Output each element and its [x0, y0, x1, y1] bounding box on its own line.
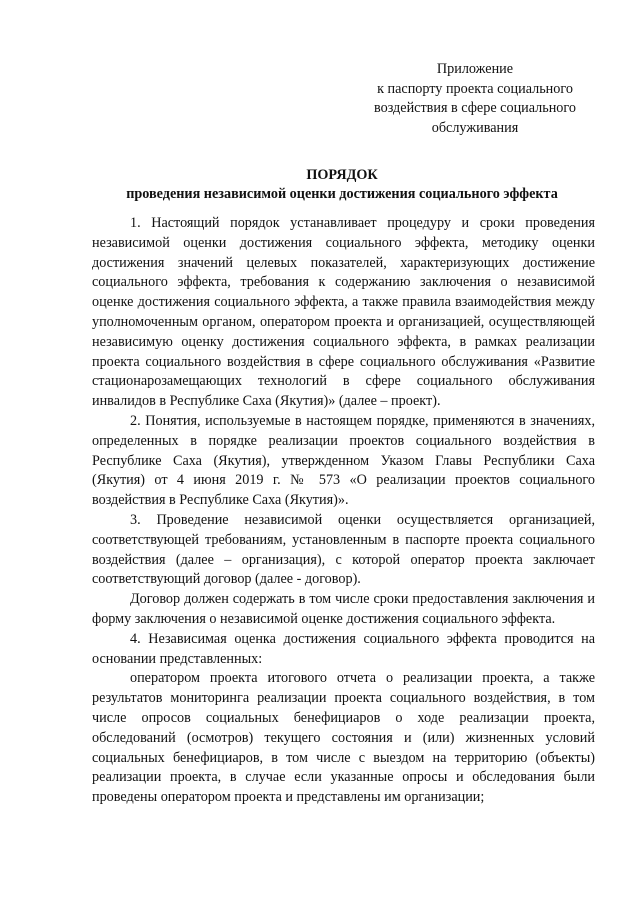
paragraph-2: 2. Понятия, используемые в настоящем порядке, применяются в значениях, определенных в порядке реализации проектов социального воздействия в Республике Саха (Якутия), утвержденном Указом Главы Республики Саха (Якутия) от 4 июня 2019 г. № 573 «О реализации проектов социального воздействия в Республике Саха (Якутия)».	[92, 412, 595, 509]
appendix-line: к паспорту проекта социального	[377, 80, 573, 97]
paragraph-3: 3. Проведение независимой оценки осуществляется организацией, соответствующей требованиям, установленным в паспорте проекта социального воздействия (далее – организация), с которой оператор проекта заключает соответствующий договор (далее - договор).	[92, 511, 595, 588]
appendix-line: воздействия в сфере социального	[374, 100, 576, 116]
document-title	[92, 166, 592, 204]
appendix-line: Приложение	[436, 61, 514, 77]
title-heading: ПОРЯДОК	[306, 167, 378, 183]
appendix-header	[355, 60, 595, 138]
paragraph-4-item: оператором проекта итогового отчета о реализации проекта, а также результатов мониторинга реализации проекта социального воздействия, в том числе опросов социальных бенефициаров о ходе реализации проекта, обследований (осмотров) текущего состояния и (или) жизненных условий социальных бенефициаров, в том числе с выездом на территорию (объекты) реализации проекта, в случае если указанные опросы и обследования были проведены оператором проекта и представлены им организации;	[92, 670, 595, 806]
paragraph-4: 4. Независимая оценка достижения социального эффекта проводится на основании представленных:	[92, 630, 595, 667]
appendix-line: обслуживания	[431, 119, 519, 136]
paragraph-1: 1. Настоящий порядок устанавливает процедуру и сроки проведения независимой оценки достижения социального эффекта, методику оценки достижения значений целевых показателей, характеризующих достижение социального эффекта, требования к содержанию заключения о независимой оценке достижения социального эффекта, а также правила взаимодействия между уполномоченным органом, оператором проекта и организацией, осуществляющей независимую оценку достижения социального эффекта, в рамках реализации проекта социального воздействия в сфере социального обслуживания «Развитие стационарозамещающих технологий в сфере социального обслуживания инвалидов в Республике Саха (Якутия)» (далее – проект).	[92, 215, 595, 410]
title-subheading: проведения независимой оценки достижения социального эффекта	[126, 186, 558, 202]
document-body	[92, 214, 595, 808]
paragraph-3-contract: Договор должен содержать в том числе сроки предоставления заключения и форму заключения о независимой оценке достижения социального эффекта.	[92, 591, 595, 627]
